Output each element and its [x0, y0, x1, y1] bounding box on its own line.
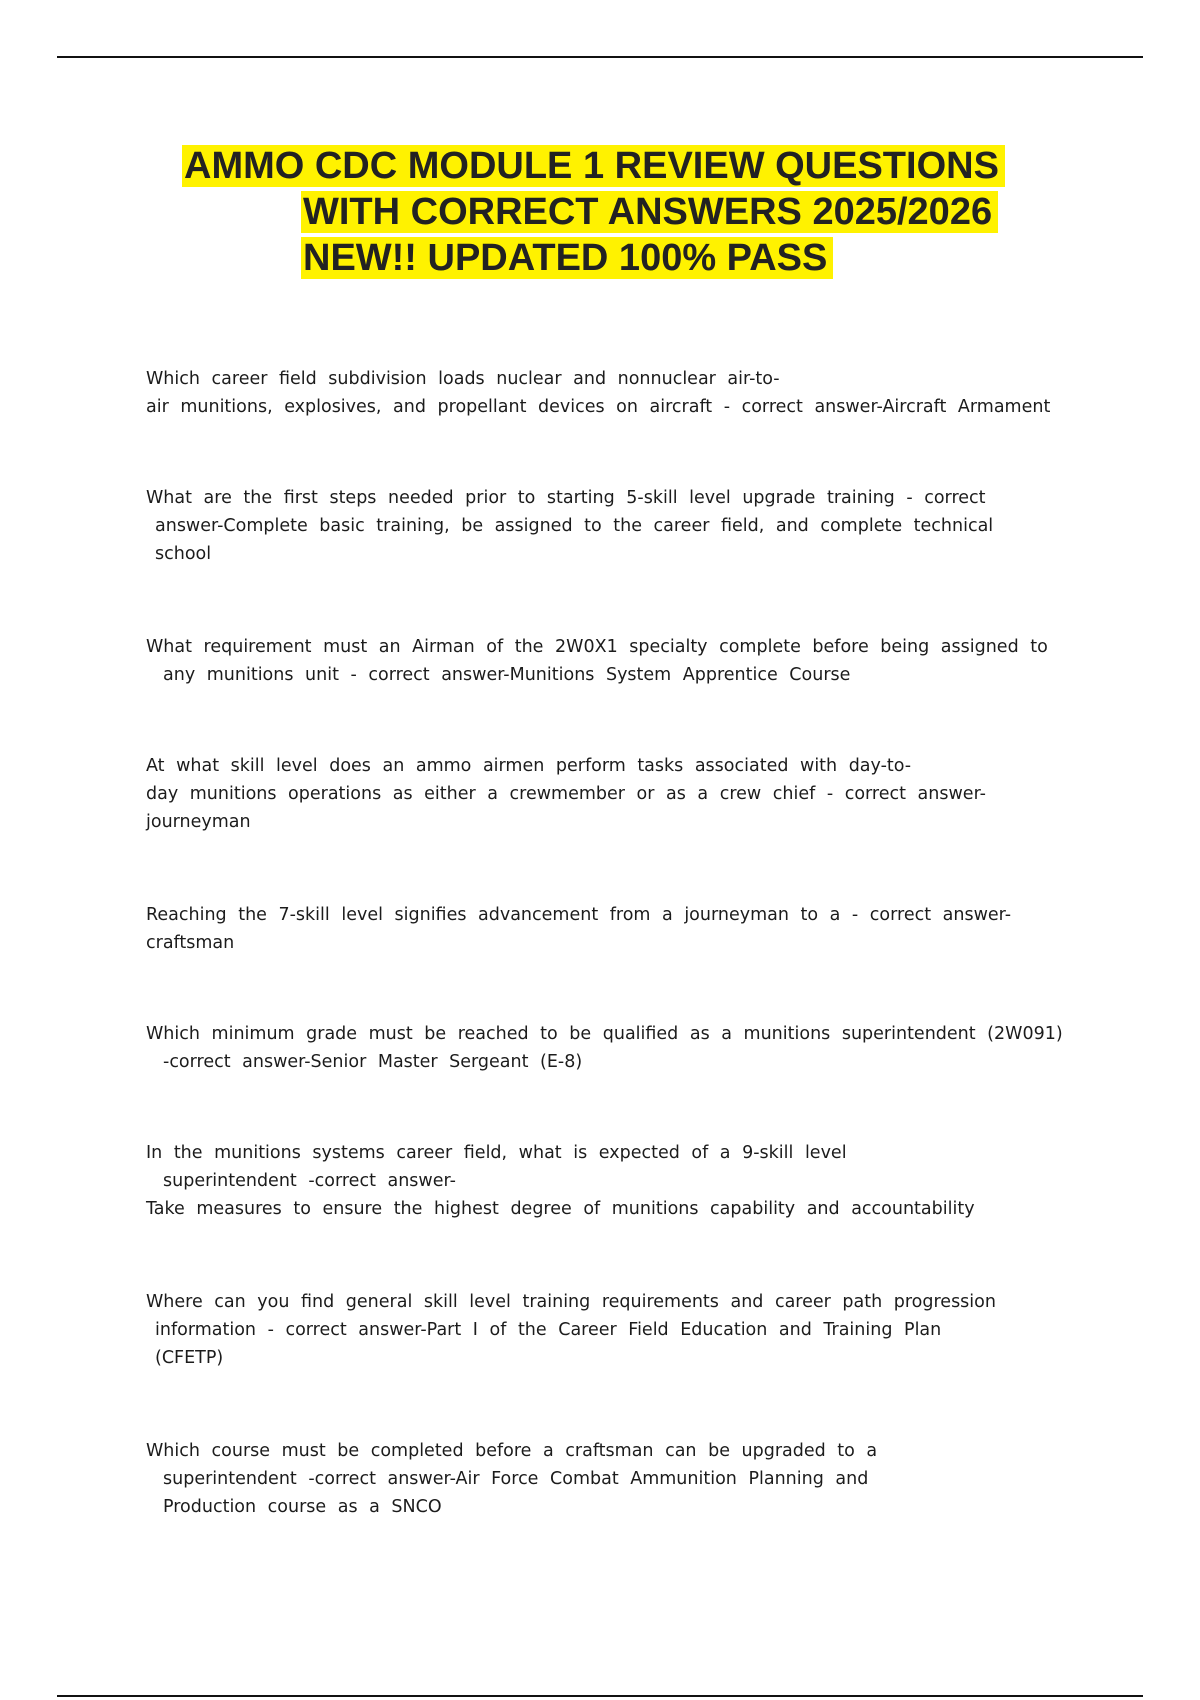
title-line-2: WITH CORRECT ANSWERS 2025/2026 — [301, 189, 998, 235]
bottom-rule — [57, 1695, 1143, 1697]
title-line-3: NEW!! UPDATED 100% PASS — [301, 235, 833, 281]
question-3: What requirement must an Airman of the 2W0X1 specialty complete before being assigned to any munitions unit - correct answer-Munitions System Apprentice Course — [146, 637, 1048, 685]
question-8: Where can you find general skill level training requirements and career path progression information - correct answer-Part I of the Career Field Education and Training Plan (CFETP) — [146, 1292, 996, 1368]
question-6: Which minimum grade must be reached to be qualified as a munitions superintendent (2W091) -correct answer-Senior Master Sergeant (E-8) — [146, 1024, 1063, 1072]
question-2: What are the first steps needed prior to starting 5-skill level upgrade training - correct answer-Complete basic training, be assigned to the career field, and complete technical school — [146, 488, 994, 564]
top-rule — [57, 56, 1143, 58]
question-1: Which career field subdivision loads nuclear and nonnuclear air-to- air munitions, explosives, and propellant devices on aircraft - correct answer-Aircraft Armament — [146, 369, 1051, 417]
question-7: In the munitions systems career field, what is expected of a 9-skill level superintendent -correct answer- Take measures to ensure the highest degree of munitions capability and accountability — [146, 1143, 975, 1219]
question-9: Which course must be completed before a craftsman can be upgraded to a superintendent -correct answer-Air Force Combat Ammunition Planning and Production course as a SNCO — [146, 1441, 878, 1517]
question-5: Reaching the 7-skill level signifies advancement from a journeyman to a - correct answer- craftsman — [146, 905, 1012, 953]
question-4: At what skill level does an ammo airmen perform tasks associated with day-to- day munitions operations as either a crewmember or as a crew chief - correct answer- journeyman — [146, 756, 986, 832]
title-line-1: AMMO CDC MODULE 1 REVIEW QUESTIONS — [182, 143, 1005, 189]
